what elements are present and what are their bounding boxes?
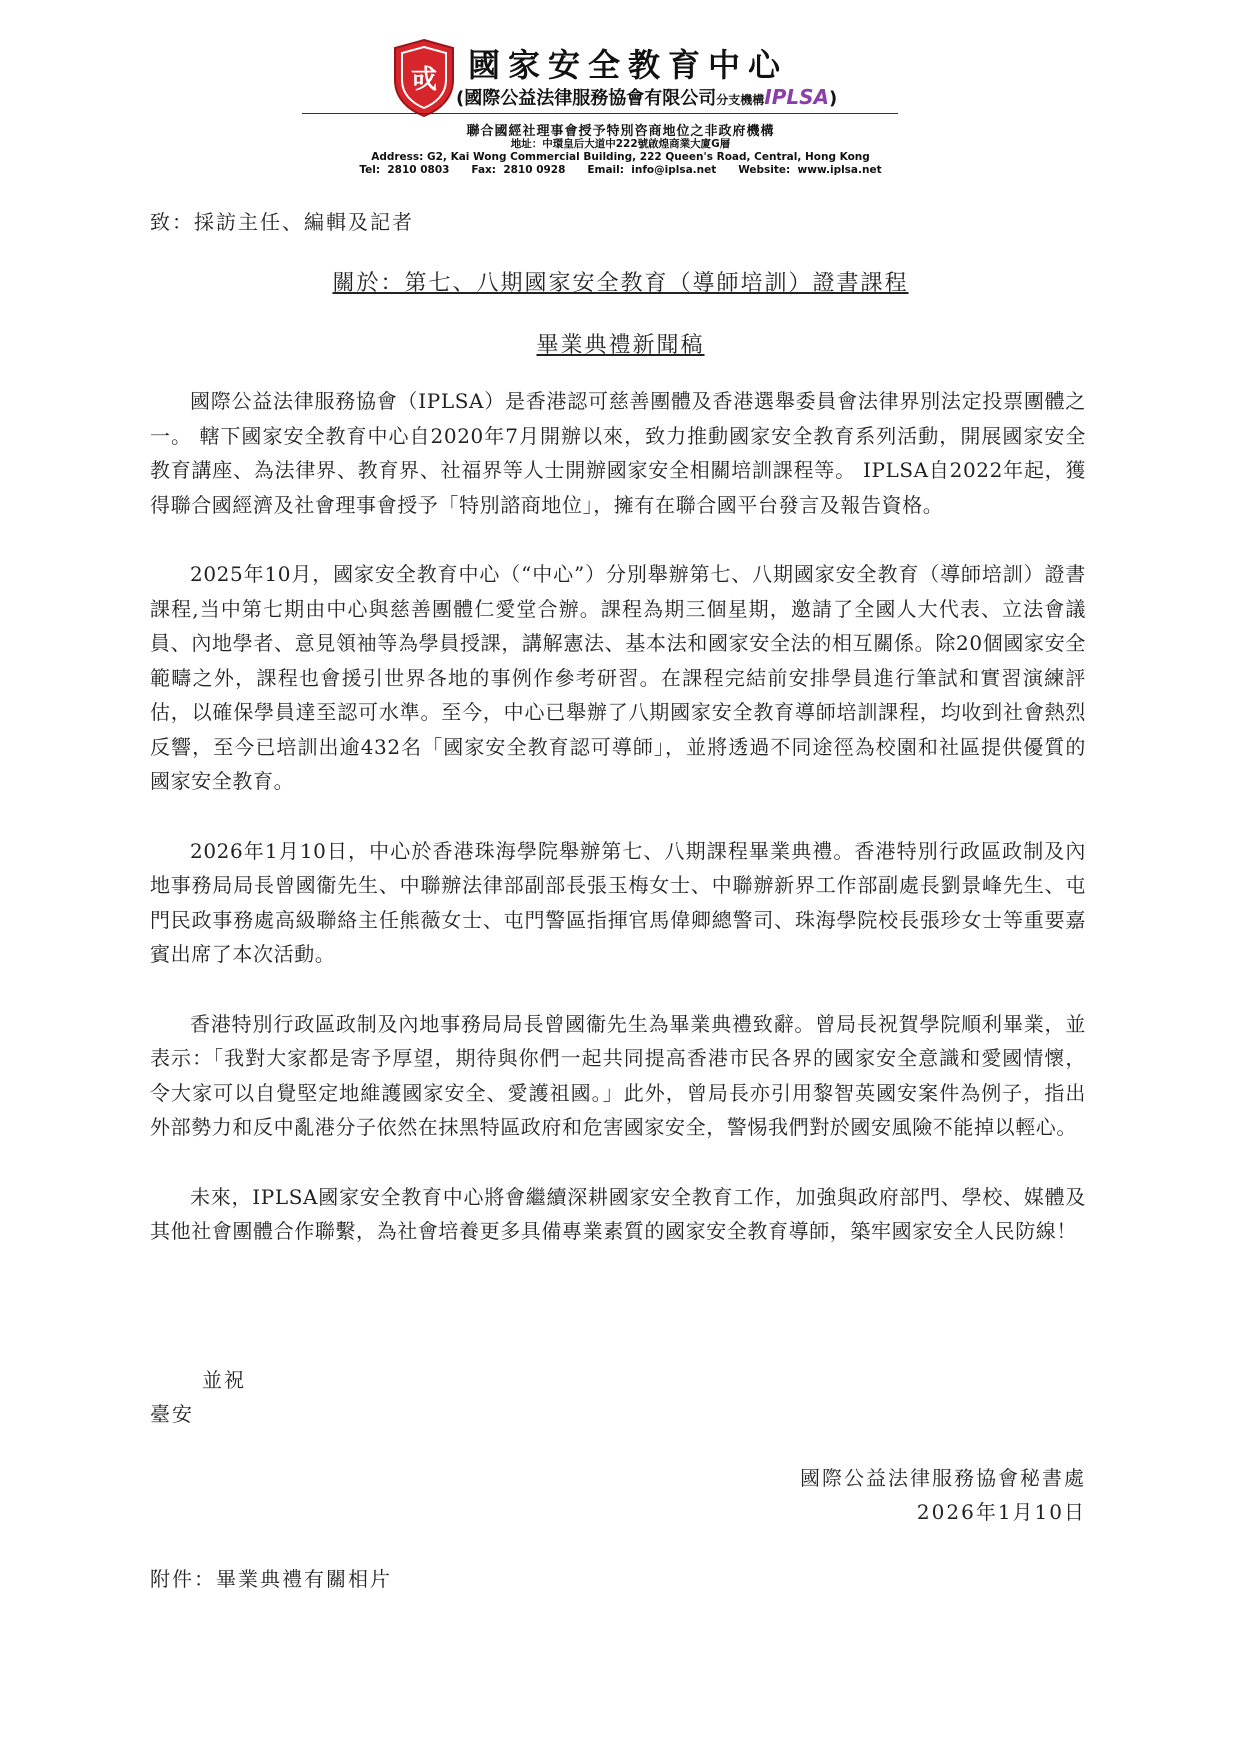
letterhead-divider (302, 113, 898, 114)
shield-logo-icon (392, 38, 456, 118)
recipient-line: 致：採訪主任、編輯及記者 (150, 210, 414, 234)
address-english: Address: G2, Kai Wong Commercial Building, 222 Queen's Road, Central, Hong Kong (371, 151, 870, 163)
signature-date: 2026年1月10日 (916, 1500, 1086, 1524)
press-release-body (150, 384, 1086, 1284)
org-name: 國家安全教育中心 (468, 46, 789, 84)
closing-blessing: 臺安 (150, 1402, 194, 1426)
parent-org-close: ) (828, 88, 838, 109)
signature-organization: 國際公益法律服務協會秘書處 (800, 1466, 1086, 1490)
letterhead-address (0, 138, 1241, 177)
un-status-line: 聯合國經社理事會授予特別咨商地位之非政府機構 (466, 124, 775, 139)
logo-glyph: 戓 (410, 65, 438, 95)
paragraph-course: 2025年10月，國家安全教育中心（“中心”）分別舉辦第七、八期國家安全教育（導師培訓）證書課程,当中第七期由中心與慈善團體仁愛堂合辦。課程為期三個星期，邀請了全國人大代表、立法會議員、內地學者、意見領袖等為學員授課，講解憲法、基本法和國家安全法的相互關係。除20個國家安全範疇之外，課程也會援引世界各地的事例作參考研習。在課程完結前安排學員進行筆試和實習演練評估，以確保學員達至認可水準。至今，中心已舉辦了八期國家安全教育導師培訓課程，均收到社會熱烈反響，至今已培訓出逾432名「國家安全教育認可導師」，並將透過不同途徑為校園和社區提供優質的國家安全教育。 (150, 562, 1086, 793)
paragraph-future: 未來，IPLSA國家安全教育中心將會繼續深耕國家安全教育工作，加強與政府部門、學校、媒體及其他社會團體合作聯繫，為社會培養更多具備專業素質的國家安全教育導師，築牢國家安全人民防線！ (150, 1184, 1086, 1243)
paragraph-ceremony: 2026年1月10日，中心於香港珠海學院舉辦第七、八期課程畢業典禮。香港特別行政區政制及內地事務局局長曾國衞先生、中聯辦法律部副部長張玉梅女士、中聯辦新界工作部副處長劉景峰先生、屯門民政事務處高級聯絡主任熊薇女士、屯門警區指揮官馬偉卿總警司、珠海學院校長張珍女士等重要嘉賓出席了本次活動。 (150, 838, 1086, 966)
closing-salutation: 並祝 (202, 1368, 246, 1392)
press-release-title: 關於：第七、八期國家安全教育（導師培訓）證書課程 (332, 271, 909, 296)
contact-line: Tel: 2810 0803 Fax: 2810 0928 Email: info@iplsa.net Website: www.iplsa.net (359, 164, 882, 176)
attachment-note: 附件：畢業典禮有關相片 (150, 1567, 392, 1591)
parent-org-name: (國際公益法律服務協會有限公司 (456, 88, 717, 109)
address-chinese: 地址：中環皇后大道中222號啟煌商業大廈G層 (510, 138, 731, 150)
paragraph-intro: 國際公益法律服務協會（IPLSA）是香港認可慈善團體及香港選舉委員會法律界別法定投票團體之一。 轄下國家安全教育中心自2020年7月開辦以來，致力推動國家安全教育系列活動，開展國家安全教育講座、為法律界、教育界、社福界等人士開辦國家安全相關培訓課程等。 IPLSA自2022年起，獲得聯合國經濟及社會理事會授予「特別諮商地位」，擁有在聯合國平台發言及報告資格。 (150, 389, 1086, 517)
parent-org-branch: 分支機構 (716, 93, 765, 107)
parent-org (456, 84, 837, 110)
letterhead (0, 0, 1241, 190)
iplsa-brand-logo: IPLSA (764, 85, 829, 109)
paragraph-speech: 香港特別行政區政制及內地事務局局長曾國衞先生為畢業典禮致辭。曾局長祝賀學院順利畢業，並表示：「我對大家都是寄予厚望，期待與你們一起共同提高香港市民各界的國家安全意識和愛國情懷，令大家可以自覺堅定地維護國家安全、愛護祖國。」此外，曾局長亦引用黎智英國安案件為例子，指出外部勢力和反中亂港分子依然在抹黑特區政府和危害國家安全，警惕我們對於國安風險不能掉以輕心。 (150, 1011, 1086, 1139)
press-release-subtitle: 畢業典禮新聞稿 (536, 333, 705, 358)
